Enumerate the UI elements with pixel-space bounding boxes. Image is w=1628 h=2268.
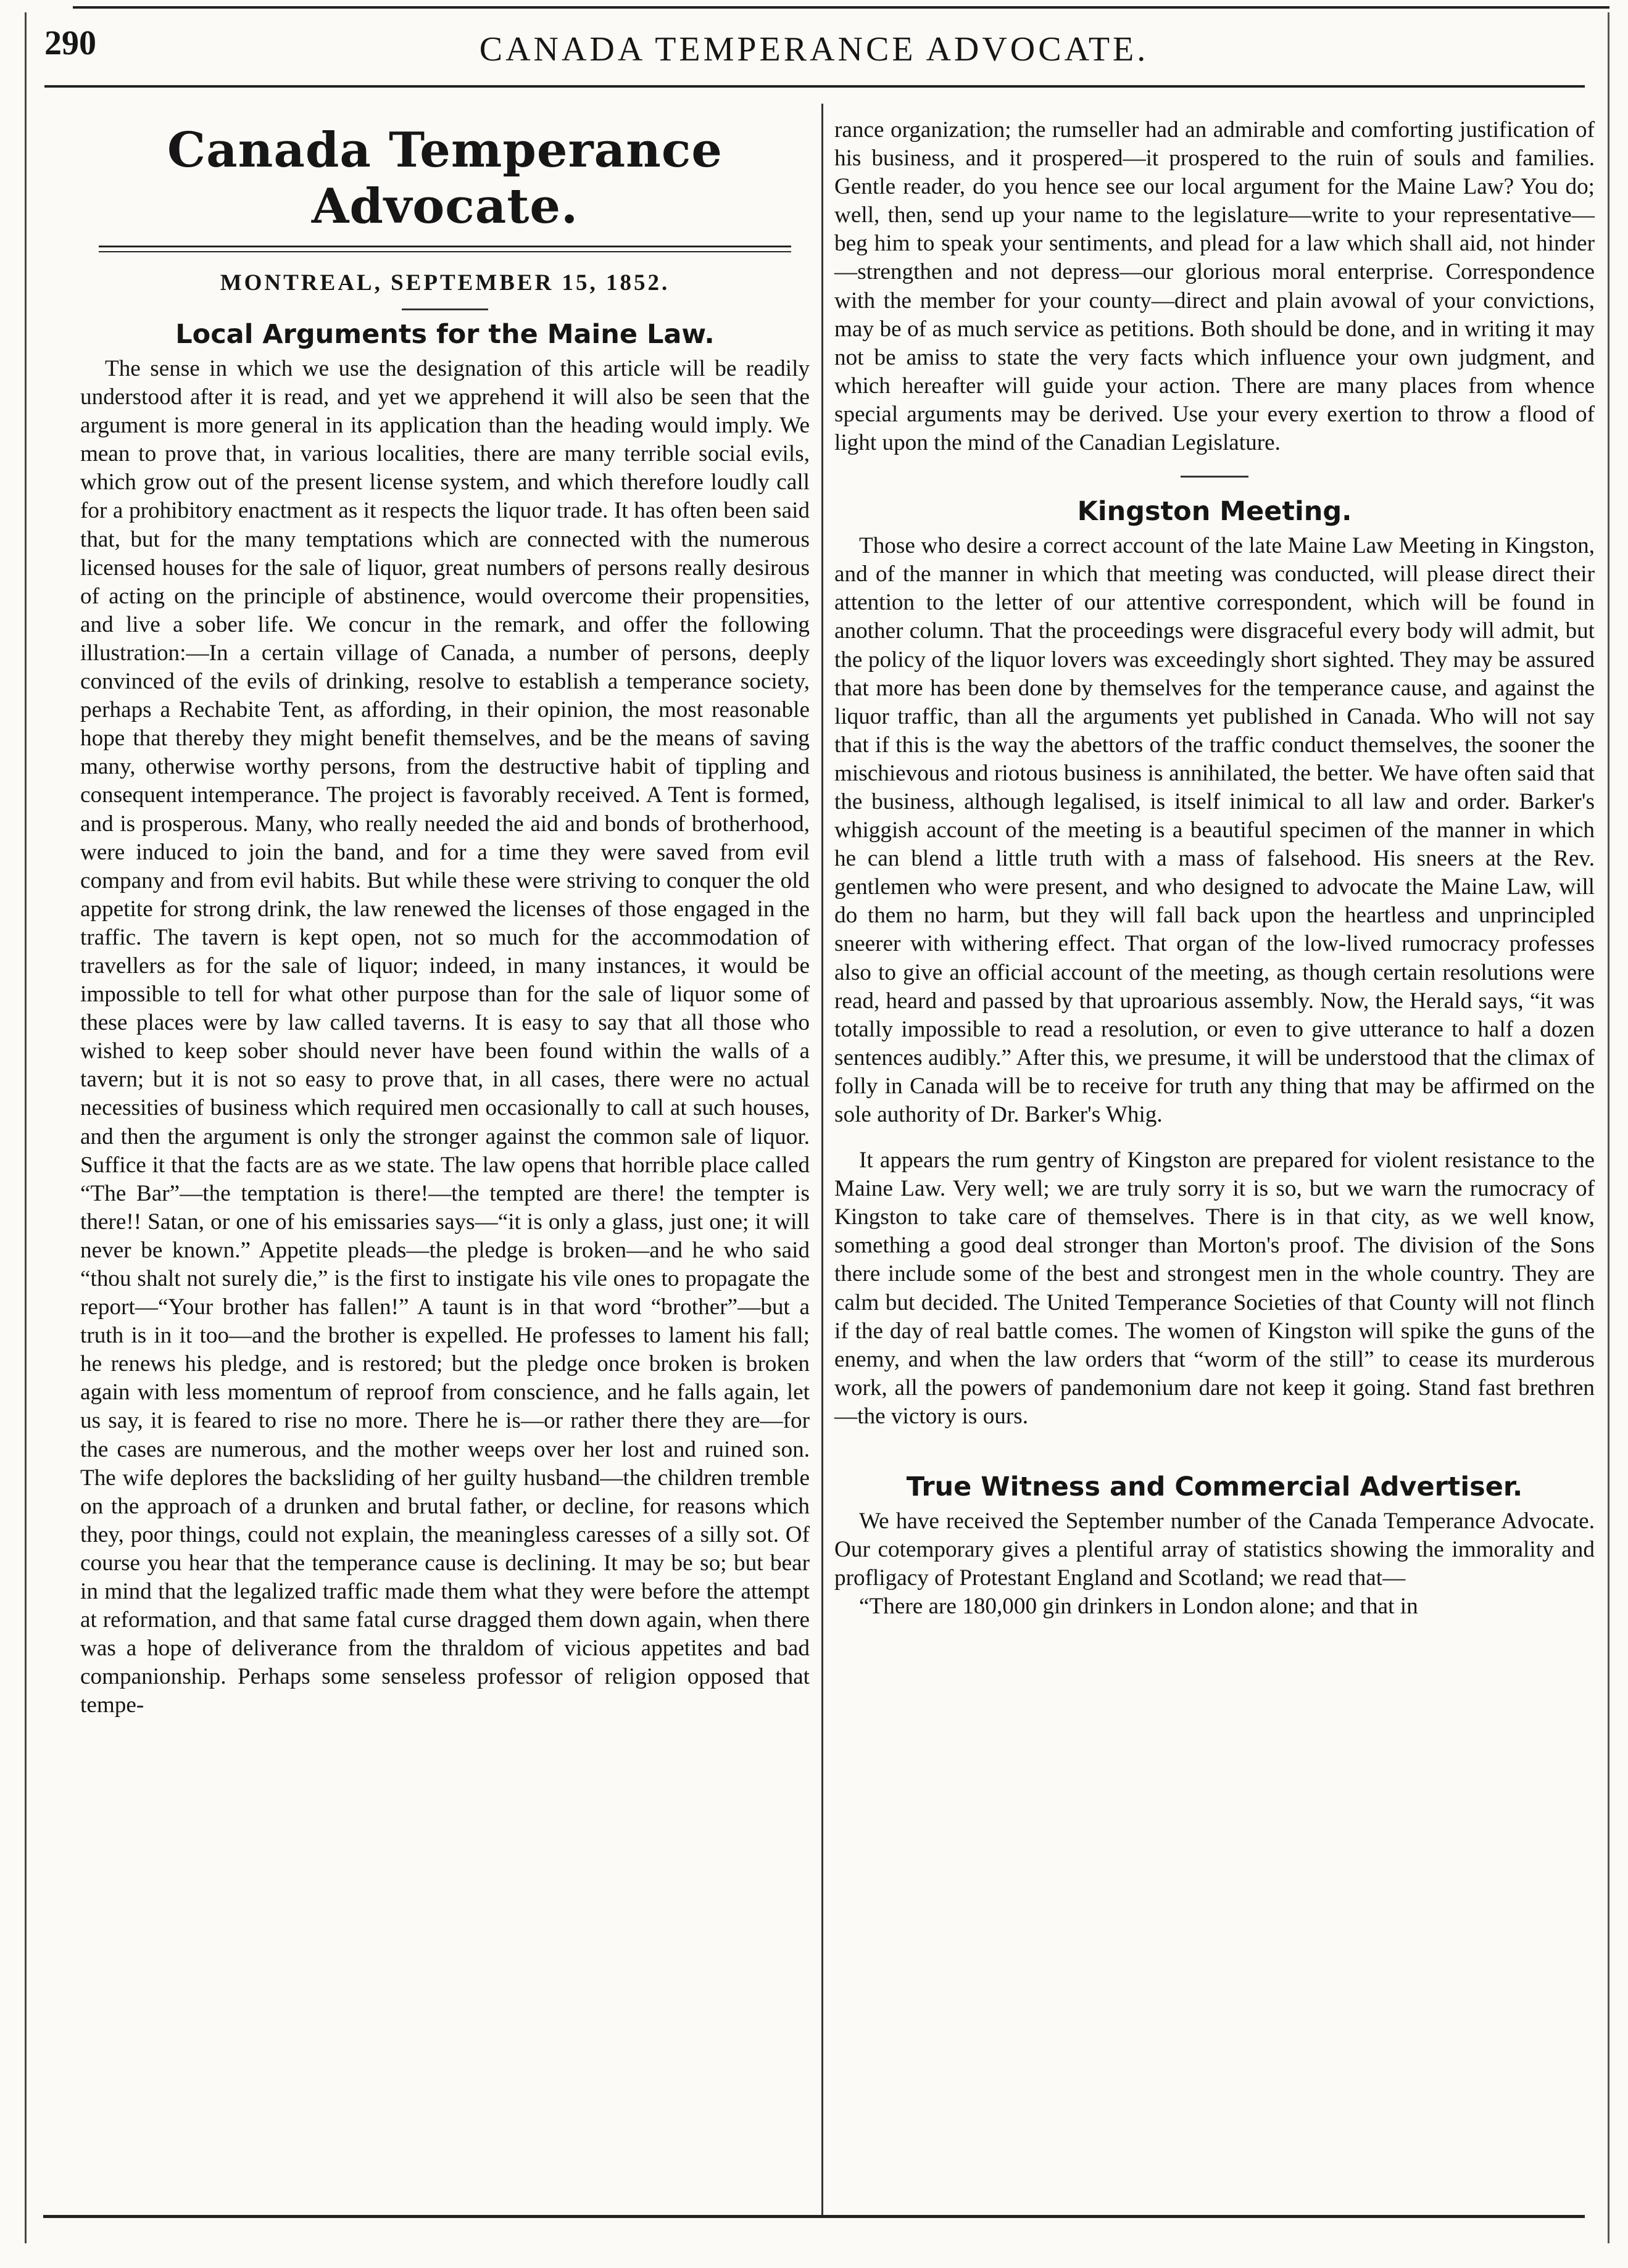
dateline: MONTREAL, SEPTEMBER 15, 1852.: [220, 270, 670, 296]
right-column: [834, 104, 1595, 1621]
section-divider: [1181, 476, 1248, 478]
top-rule: [73, 6, 1609, 9]
true-witness-body: We have received the September number of the Canada Temperance Advocate. Our cotemporary gives a plentiful array of statistics showing the immorality and profligacy of Protestant England and Scotland; we read that—: [834, 1509, 1595, 1591]
right-page-border: [1608, 12, 1609, 2243]
column-divider: [821, 104, 823, 2216]
masthead: Canada Temperance Advocate.: [167, 122, 723, 234]
left-column: [80, 104, 810, 1720]
article-body-local-arguments: The sense in which we use the designation of this article will be readily understood after it is read, and yet we apprehend it will also be seen that the argument is more general in its application than the heading would imply. We mean to prove that, in various localities, there are many terrible social evils, which grow out of the present license system, and which therefore loudly call for a prohibitory enactment as it respects the liquor trade. It has often been said that, but for the many temptations which are connected with the numerous licensed houses for the sale of liquor, great numbers of persons really desirous of acting on the principle of abstinence, would overcome their propensities, and live a sober life. We concur in the remark, and offer the following illustration:—In a certain village of Canada, a number of persons, deeply convinced of the evils of drinking, resolve to establish a temperance society, perhaps a Rechabite Tent, as affording, in their opinion, the most reasonable hope that thereby they might benefit themselves, and be the means of saving many, otherwise worthy persons, from the destructive habit of tippling and consequent intemperance. The project is favorably received. A Tent is formed, and is prosperous. Many, who really needed the aid and bonds of brotherhood, were induced to join the band, and for a time they were saved from evil company and from evil habits. But while these were striving to conquer the old appetite for strong drink, the law renewed the licenses of those engaged in the traffic. The tavern is kept open, not so much for the accommodation of travellers as for the sale of liquor; indeed, in many instances, it would be impossible to tell for what other purpose than for the sale of liquor some of these places were by law called taverns. It is easy to say that all those who wished to keep sober should never have been found within the walls of a tavern; but it is not so easy to prove that, in all cases, there were no actual necessities of business which required men occasionally to call at such houses, and then the argument is only the stronger against the common sale of liquor. Suffice it that the facts are as we state. The law opens that horrible place called “The Bar”—the temptation is there!—the tempted are there! the tempter is there!! Satan, or one of his emissaries says—“it is only a glass, just one; it will never be known.” Appetite pleads—the pledge is broken—and he who said “thou shalt not surely die,” is the first to instigate his vile ones to propagate the report—“Your brother has fallen!” A taunt is in that word “brother”—but a truth is in it too—and the brother is expelled. He professes to lament his fall; he renews his pledge, and is restored; but the pledge once broken is broken again with less momentum of reproof from conscience, and he falls again, let us say, it is feared to rise no more. There he is—or rather there they are—for the cases are numerous, and the mother weeps over her lost and ruined son. The wife deplores the backsliding of her guilty husband—the children tremble on the approach of a drunken and brutal father, or decline, for reasons which they, poor things, could not explain, the meaningless caresses of a silly sot. Of course you hear that the temperance cause is declining. It may be so; but bear in mind that the legalized traffic made them what they were before the attempt at reformation, and that same fatal curse dragged them down again, when there was a hope of deliverance from the thraldom of vicious appetites and bad companionship. Perhaps some senseless professor of religion opposed that tempe-: [80, 356, 810, 1718]
true-witness-quote: “There are 180,000 gin drinkers in London alone; and that in: [859, 1594, 1418, 1620]
article-title-kingston-meeting: Kingston Meeting.: [1077, 496, 1352, 528]
article-continuation: rance organization; the rumseller had an admirable and comforting justification of his business, and it prospered—it prospered to the ruin of souls and families. Gentle reader, do you hence see our local argument for the Maine Law? You do; well, then, send up your name to the legislature—write to your representative—beg him to speak your sentiments, and plead for a law which shall aid, not hinder—strengthen and not depress—our glorious moral enterprise. Correspondence with the member for your county—direct and plain avowal of your convictions, may be of as much service as petitions. Both should be done, and in writing it may not be amiss to state the very facts which influence your own judgment, and which hereafter will guide your action. There are many places from whence special arguments may be derived. Use your every exertion to throw a flood of light upon the mind of the Canadian Legislature.: [834, 117, 1595, 456]
kingston-paragraph-1: Those who desire a correct account of the late Maine Law Meeting in Kingston, and of the manner in which that meeting was conducted, will please direct their attention to the letter of our attentive correspondent, which will be found in another column. That the proceedings were disgraceful every body will admit, but the policy of the liquor lovers was exceedingly short sighted. They may be assured that more has been done by themselves for the temperance cause, and against the liquor traffic, than all the arguments yet published in Canada. Who will not say that if this is the way the abettors of the traffic conduct themselves, the sooner the mischievous and riotous business is annihilated, the better. We have often said that the business, although legalised, is itself inimical to all law and order. Barker's whiggish account of the meeting is a beautiful specimen of the manner in which he can blend a little truth with a mass of falsehood. His sneers at the Rev. gentlemen who were present, and who designed to advocate the Maine Law, will do them no harm, but they will fall back upon the heartless and unprincipled sneerer with withering effect. That organ of the low-lived rumocracy professes also to give an official account of the meeting, as though certain resolutions were read, heard and passed by that uproarious assembly. Now, the Herald says, “it was totally impossible to read a resolution, or even to give utterance to half a dozen sentences audibly.” After this, we presume, it will be understood that the climax of folly in Canada will be to receive for truth any thing that may be affirmed on the sole authority of Dr. Barker's Whig.: [834, 533, 1595, 1127]
kingston-paragraph-2: It appears the rum gentry of Kingston are prepared for violent resistance to the Maine Law. Very well; we are truly sorry it is so, but we warn the rumocracy of Kingston to take care of themselves. There is in that city, as we well know, something a good deal stronger than Morton's proof. The division of the Sons there include some of the best and strongest men in the whole country. They are calm but decided. The United Temperance Societies of that County will not flinch if the day of real battle comes. The women of Kingston will spike the guns of the enemy, and when the law orders that “worm of the still” to cease its murderous work, all the powers of pandemonium dare not keep it going. Stand fast brethren—the victory is ours.: [834, 1148, 1595, 1429]
article-title-local-arguments: Local Arguments for the Maine Law.: [175, 319, 715, 350]
running-title: CANADA TEMPERANCE ADVOCATE.: [479, 30, 1149, 68]
page-number: 290: [44, 24, 96, 62]
dateline-rule: [402, 308, 488, 310]
article-title-true-witness: True Witness and Commercial Advertiser.: [906, 1471, 1523, 1503]
masthead-rule: [99, 246, 791, 252]
bottom-rule: [43, 2215, 1585, 2218]
header-rule: [44, 85, 1585, 88]
left-page-border: [25, 12, 27, 2243]
